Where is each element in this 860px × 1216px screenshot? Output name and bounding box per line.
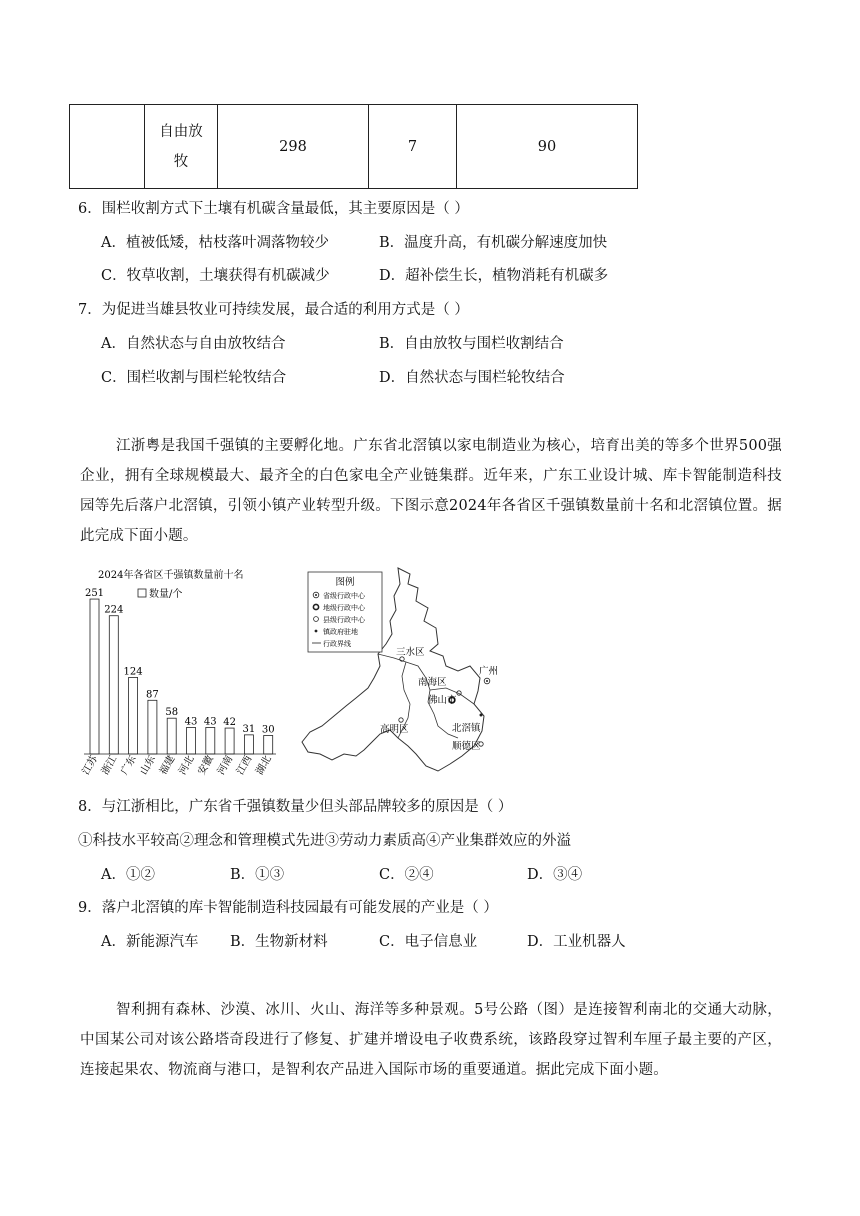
table-cell-2 [145, 105, 218, 189]
bar-value-label: 58 [165, 707, 179, 719]
bar-安徽 [206, 727, 215, 754]
provincial-capital-dot [315, 594, 317, 596]
bar-value-label: 30 [261, 724, 275, 736]
passage-qianqiang-towns: 江浙粤是我国千强镇的主要孵化地。广东省北滘镇以家电制造业为核心，培育出美的等多个世界500强企业，拥有全球规模最大、最齐全的白色家电全产业链集群。近年来，广东工业设计城、库卡智能制造科技园等先后落户北滘镇，引领小镇产业转型升级。下图示意2024年各省区千强镇数量前十名和北滘镇位置。据此完成下面小题。 [80, 438, 782, 544]
category-label: 湖北 [254, 754, 274, 777]
bar-江西 [244, 735, 253, 754]
category-label: 河北 [177, 754, 197, 777]
category-label: 河南 [215, 754, 236, 777]
legend-label: 数量/个 [149, 589, 183, 600]
beijiao-point [480, 714, 483, 717]
q9-option-a: A．新能源汽车 [101, 934, 199, 950]
q7-option-c: C．围栏收割与围栏轮牧结合 [101, 370, 287, 386]
bar-value-label: 87 [146, 689, 159, 701]
q8-statements: ①科技水平较高②理念和管理模式先进③劳动力素质高④产业集群效应的外溢 [78, 833, 571, 849]
q6-stem: 6．围栏收割方式下土壤有机碳含量最低，其主要原因是（ ） [78, 201, 469, 217]
category-label: 福建 [157, 754, 178, 777]
passage-chile-highway: 智利拥有森林、沙漠、冰川、火山、海洋等多种景观。5号公路（图）是连接智利南北的交通大动脉，中国某公司对该公路塔奇段进行了修复、扩建并增设电子收费系统，该路段穿过智利车厘子最主要的产区，连接起果农、物流商与港口，是智利农产品进入国际市场的重要通道。据此完成下面小题。 [80, 1002, 782, 1078]
guangzhou-dot [486, 680, 488, 682]
q6-option-d: D．超补偿生长，植物消耗有机碳多 [379, 268, 609, 284]
category-label: 山东 [138, 754, 158, 777]
bar-湖北 [264, 735, 273, 754]
q7-option-a: A．自然状态与自由放牧结合 [101, 336, 286, 352]
q7-option-d: D．自然状态与围栏轮牧结合 [379, 370, 565, 386]
bar-value-label: 251 [84, 588, 105, 600]
bar-value-label: 224 [104, 604, 124, 616]
bar-广东 [129, 677, 138, 754]
table-cell-4: 7 [369, 105, 457, 189]
q8-option-d: D．③④ [527, 867, 583, 883]
map-legend-item: 地级行政中心 [323, 604, 365, 612]
q7-option-b: B．自由放牧与围栏收割结合 [379, 336, 564, 352]
category-label: 江西 [234, 754, 255, 777]
bar-河北 [187, 727, 196, 754]
label-guangzhou: 广州 [479, 666, 499, 677]
q8-option-b: B．①③ [230, 867, 285, 883]
bar-江苏 [90, 599, 99, 754]
q9-option-d: D．工业机器人 [527, 934, 626, 950]
label-nanhai: 南海区 [418, 677, 447, 688]
category-label: 浙江 [99, 754, 120, 777]
label-shunde: 顺德区 [452, 741, 481, 752]
label-gaoming: 高明区 [380, 724, 409, 735]
bar-value-label: 43 [184, 716, 198, 728]
q8-stem: 8．与江浙相比，广东省千强镇数量少但头部品牌较多的原因是（ ） [78, 799, 513, 815]
q8-option-c: C．②④ [379, 867, 434, 883]
table-cell-label: 自由放牧 [159, 123, 203, 170]
table-cell-1 [70, 105, 145, 189]
location-map [298, 566, 534, 778]
map-legend-item: 县级行政中心 [323, 616, 365, 624]
legend-swatch [138, 589, 146, 597]
town-seat-icon [315, 630, 318, 633]
q9-stem: 9．落户北滘镇的库卡智能制造科技园最有可能发展的产业是（ ） [78, 900, 498, 916]
bar-河南 [225, 728, 234, 754]
bar-value-label: 31 [242, 723, 256, 735]
q9-option-c: C．电子信息业 [379, 934, 478, 950]
bar-value-label: 43 [203, 716, 217, 728]
table-cell-3: 298 [218, 105, 369, 189]
label-foshan: 佛山市 [428, 695, 457, 706]
bar-value-label: 42 [223, 717, 236, 729]
category-label: 安徽 [196, 754, 216, 777]
q6-option-a: A．植被低矮，枯枝落叶凋落物较少 [101, 235, 329, 251]
gaoming-point [399, 718, 403, 722]
bar-chart [76, 566, 282, 780]
bar-浙江 [109, 616, 118, 754]
category-label: 江苏 [80, 754, 101, 777]
q6-option-b: B．温度升高，有机碳分解速度加快 [379, 235, 608, 251]
q7-stem: 7．为促进当雄县牧业可持续发展，最合适的利用方式是（ ） [78, 302, 469, 318]
bar-福建 [167, 718, 176, 754]
chart-title: 2024年各省区千强镇数量前十名 [98, 570, 244, 581]
map-legend-title: 图例 [335, 577, 355, 588]
data-table [69, 104, 638, 189]
label-sanshui: 三水区 [396, 647, 425, 658]
bar-value-label: 124 [123, 666, 143, 678]
table-row [70, 105, 638, 189]
category-label: 广东 [119, 754, 139, 777]
q6-option-c: C．牧草收割，土壤获得有机碳减少 [101, 268, 330, 284]
table-cell-5: 90 [457, 105, 638, 189]
bar-山东 [148, 700, 157, 754]
label-beijiao: 北滘镇 [452, 723, 481, 734]
q9-option-b: B．生物新材料 [230, 934, 328, 950]
map-legend-item: 镇政府驻地 [323, 628, 358, 636]
q8-option-a: A．①② [101, 867, 155, 883]
map-legend-item: 行政界线 [323, 640, 351, 648]
map-legend-item: 省级行政中心 [323, 592, 365, 600]
